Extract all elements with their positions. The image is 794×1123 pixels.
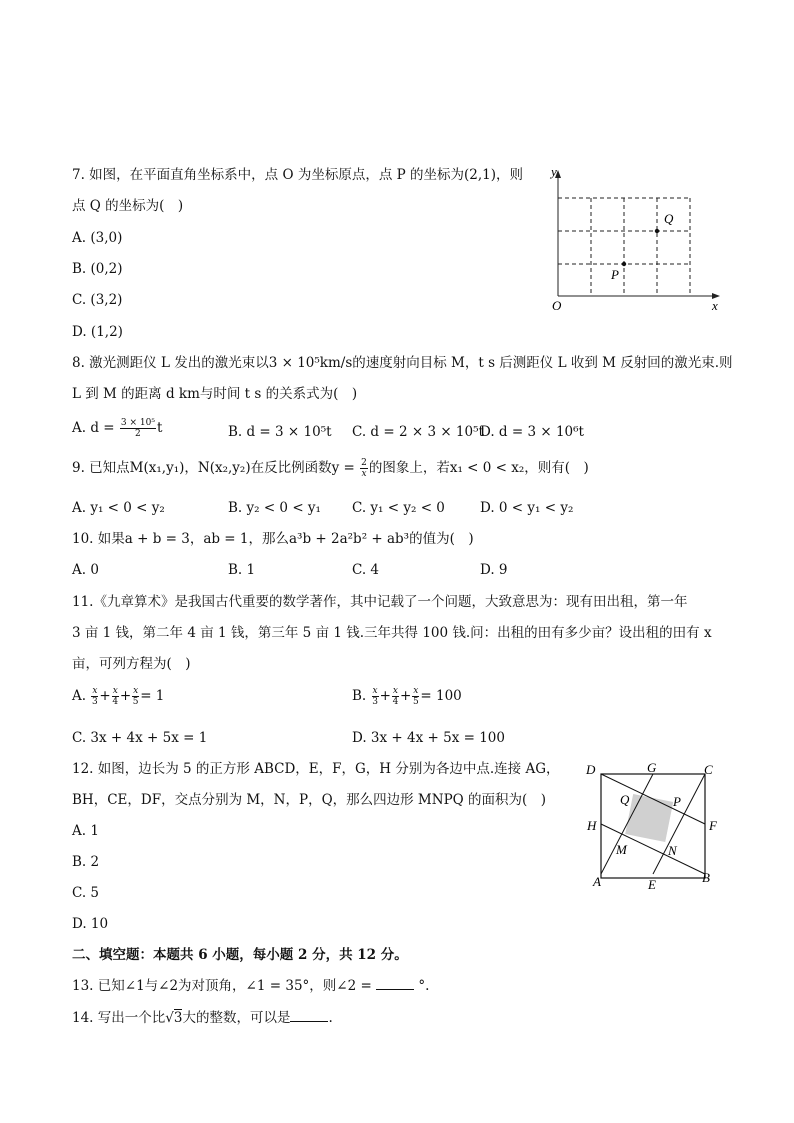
q8-option-a-fraction (120, 418, 156, 439)
q8-option-b: B. d = 3 × 10⁵t (228, 424, 332, 440)
q10-option-a: A. 0 (72, 562, 99, 578)
q11-a-frac-2 (112, 686, 119, 707)
q10-stem: 10. 如果a + b = 3，ab = 1，那么a³b + 2a²b² + ab³的值为( ) (72, 531, 474, 547)
p-label: P (611, 267, 619, 282)
q11-option-a-rhs: = 1 (140, 688, 165, 704)
x-axis-label: x (712, 298, 718, 313)
q8-frac-den: 2 (135, 429, 141, 439)
frac-den: 5 (132, 697, 139, 707)
q9-fraction (360, 458, 368, 479)
q10-option-d: D. 9 (480, 562, 508, 578)
q7-option-a: A. (3,0) (72, 230, 123, 246)
q11-stem-line1: 11.《九章算术》是我国古代重要的数学著作，其中记载了一个问题，大致意思为：现有田出租，第一年 (72, 594, 688, 610)
q8-option-a-suffix: t (156, 420, 163, 436)
mnpq-shaded-quad (625, 794, 673, 842)
q9-stem-prefix: 9. 已知点M(x₁,y₁)，N(x₂,y₂)在反比例函数y = (72, 460, 355, 476)
q13-prefix: 13. 已知∠1与∠2为对顶角，∠1 = 35°，则∠2 = (72, 978, 372, 994)
q11-option-c: C. 3x + 4x + 5x = 1 (72, 730, 208, 746)
q11-option-a-prefix: A. (72, 688, 87, 704)
q8-option-d: D. d = 3 × 10⁶t (480, 424, 584, 440)
label-a: A (593, 874, 601, 889)
q12-stem-line2: BH，CE，DF，交点分别为 M，N，P，Q，那么四边形 MNPQ 的面积为( ) (72, 792, 547, 808)
q11-stem-line3: 亩，可列方程为( ) (72, 656, 191, 672)
q13-answer-blank[interactable] (376, 977, 414, 990)
q8-option-a (72, 418, 162, 439)
frac-num: x (92, 686, 98, 696)
point-p (622, 262, 626, 266)
q8-option-a-prefix: A. d = (72, 420, 115, 436)
q8-stem-line2: L 到 M 的距离 d km与时间 t s 的关系式为( ) (72, 386, 358, 402)
q12-option-a: A. 1 (72, 823, 99, 839)
q11-option-d: D. 3x + 4x + 5x = 100 (352, 730, 505, 746)
q13-suffix: °. (418, 978, 430, 994)
q9-option-d: D. 0 < y₁ < y₂ (480, 500, 574, 516)
q14-stem (72, 1009, 333, 1027)
q11-stem-line2: 3 亩 1 钱，第二年 4 亩 1 钱，第三年 5 亩 1 钱.三年共得 100 钱.问：出租的田有多少亩？设出租的田有 x (72, 625, 712, 641)
q9-option-c: C. y₁ < y₂ < 0 (352, 500, 445, 516)
q10-option-b: B. 1 (228, 562, 256, 578)
q10-option-c: C. 4 (352, 562, 380, 578)
frac-den: 4 (392, 697, 399, 707)
label-h: H (587, 818, 597, 833)
q-label: Q (664, 211, 674, 226)
q12-option-d: D. 10 (72, 916, 109, 932)
frac-den: 5 (412, 697, 419, 707)
section-2-title: 二、填空题：本题共 6 小题，每小题 2 分，共 12 分。 (72, 947, 408, 963)
q9-option-b: B. y₂ < 0 < y₁ (228, 500, 321, 516)
origin-label: O (552, 298, 562, 313)
q8-option-c: C. d = 2 × 3 × 10⁵t (352, 424, 484, 440)
q14-prefix: 14. 写出一个比 (72, 1010, 166, 1026)
point-q (655, 229, 659, 233)
frac-den: 3 (92, 697, 98, 707)
q11-option-a: A. $\frac{x}{3}$ + $\frac{x}{4}$ + $\frac{x}{5}$ = 1 (72, 686, 165, 707)
q9-frac-num: 2 (361, 458, 367, 468)
label-d: D (586, 762, 596, 777)
q14-suffix: 大的整数，可以是 (182, 1010, 291, 1026)
q11-option-b-rhs: = 100 (420, 688, 462, 704)
q12-stem-line1: 12. 如图，边长为 5 的正方形 ABCD，E，F，G，H 分别为各边中点.连接 AG， (72, 761, 560, 777)
label-q: Q (620, 792, 630, 807)
frac-num: x (133, 686, 139, 696)
q8-stem-line1: 8. 激光测距仪 L 发出的激光束以3 × 10⁵km/s的速度射向目标 M，t s 后测距仪 L 收到 M 反射回的激光束.则 (72, 355, 733, 371)
q11-b-frac-2 (392, 686, 399, 707)
q9-option-a: A. y₁ < 0 < y₂ (72, 500, 165, 516)
q7-option-c: C. (3,2) (72, 292, 123, 308)
q14-end: . (328, 1010, 333, 1026)
sqrt-radicand: 3 (173, 1010, 183, 1026)
sqrt-sign: √ (165, 1010, 174, 1026)
q12-option-b: B. 2 (72, 854, 100, 870)
q11-a-frac-3 (132, 686, 139, 707)
label-c: C (704, 762, 713, 777)
q9-stem (72, 458, 589, 479)
y-axis-label: y (551, 164, 557, 179)
label-e: E (648, 877, 656, 892)
frac-num: x (392, 686, 398, 696)
label-p: P (673, 794, 681, 809)
q7-stem-line2: 点 Q 的坐标为( ) (72, 198, 184, 214)
q12-square-figure (582, 758, 722, 894)
q11-b-frac-3 (412, 686, 419, 707)
q7-option-d: D. (1,2) (72, 324, 123, 340)
label-m: M (616, 842, 627, 857)
q11-option-b-prefix: B. (352, 688, 367, 704)
q7-option-b: B. (0,2) (72, 261, 123, 277)
q12-option-c: C. 5 (72, 885, 100, 901)
frac-den: 4 (112, 697, 119, 707)
frac-num: x (413, 686, 419, 696)
q14-answer-blank[interactable] (290, 1009, 328, 1022)
q13-stem (72, 977, 429, 995)
q9-frac-den: x (361, 469, 367, 479)
q7-stem-line1: 7. 如图，在平面直角坐标系中，点 O 为坐标原点，点 P 的坐标为(2,1)，则 (72, 167, 523, 183)
label-f: F (709, 818, 717, 833)
q11-option-b: B. $\frac{x}{3}$ + $\frac{x}{4}$ + $\frac{x}{5}$ = 100 (352, 686, 462, 707)
q11-a-frac-1 (91, 686, 98, 707)
q7-coordinate-figure (540, 162, 730, 318)
q8-frac-num: 3 × 10⁵ (120, 418, 155, 428)
q9-stem-suffix: 的图象上，若x₁ < 0 < x₂，则有( ) (368, 460, 589, 476)
frac-num: x (112, 686, 118, 696)
label-g: G (647, 760, 657, 775)
label-b: B (702, 870, 710, 885)
frac-num: x (372, 686, 378, 696)
label-n: N (668, 843, 677, 858)
frac-den: 3 (372, 697, 378, 707)
q11-b-frac-1 (372, 686, 379, 707)
